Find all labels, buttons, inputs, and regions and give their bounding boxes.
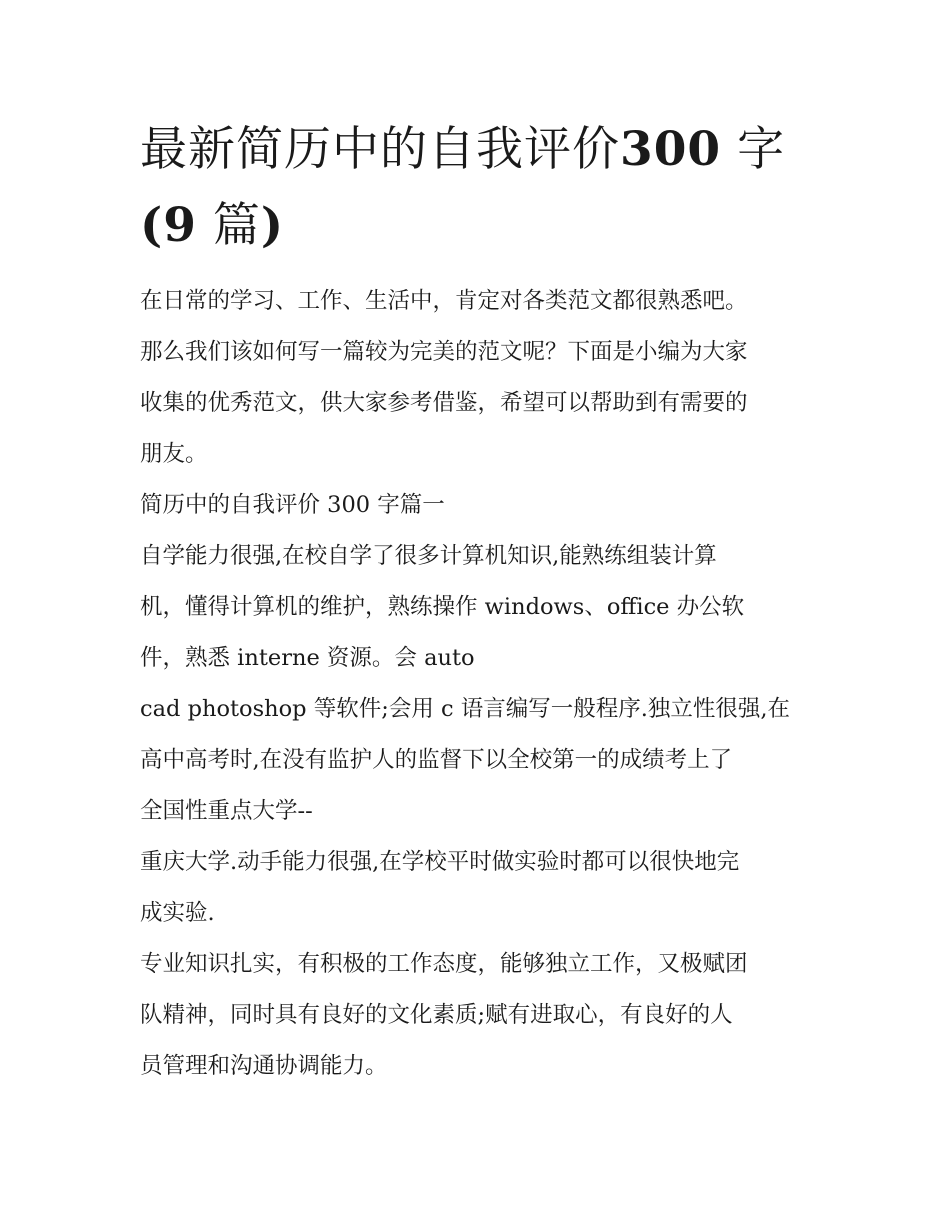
- text-line: 重庆大学.动手能力很强,在学校平时做实验时都可以很快地完: [140, 849, 740, 875]
- title-number: 300: [620, 122, 722, 177]
- text-line: 机，懂得计算机的维护，熟练操作 windows、office 办公软: [140, 594, 745, 620]
- paragraph-1: [140, 531, 830, 684]
- text-line: 员管理和沟通协调能力。: [140, 1053, 388, 1079]
- document-title: [140, 112, 830, 264]
- paragraph-3: [140, 837, 830, 939]
- text-line: 队精神，同时具有良好的文化素质;赋有进取心，有良好的人: [140, 1002, 733, 1028]
- text-line: 自学能力很强,在校自学了很多计算机知识,能熟练组装计算: [140, 543, 717, 569]
- text-line: 朋友。: [140, 441, 208, 467]
- intro-paragraph: [140, 276, 830, 480]
- section-heading: [140, 480, 830, 531]
- title-count-close: ): [260, 198, 285, 253]
- paragraph-4: [140, 939, 830, 1092]
- title-unit: 字: [737, 122, 786, 177]
- text-line: 全国性重点大学--: [140, 798, 313, 824]
- paragraph-2: [140, 684, 830, 837]
- section-heading-text: 简历中的自我评价 300 字篇一: [140, 492, 445, 518]
- text-line: 在日常的学习、工作、生活中，肯定对各类范文都很熟悉吧。: [140, 288, 748, 314]
- title-line-2: [140, 188, 830, 264]
- title-line-1: [140, 112, 830, 188]
- title-count-word: 篇: [212, 198, 261, 253]
- text-line: 件，熟悉 interne 资源。会 auto: [140, 645, 475, 671]
- text-line: 高中高考时,在没有监护人的监督下以全校第一的成绩考上了: [140, 747, 733, 773]
- document-page: [140, 112, 830, 1092]
- text-line: cad photoshop 等软件;会用 c 语言编写一般程序.独立性很强,在: [140, 696, 791, 722]
- text-line: 收集的优秀范文，供大家参考借鉴，希望可以帮助到有需要的: [140, 390, 748, 416]
- text-line: 专业知识扎实，有积极的工作态度，能够独立工作，又极赋团: [140, 951, 748, 977]
- text-line: 成实验.: [140, 900, 215, 926]
- title-count-open: (9: [140, 198, 197, 253]
- text-line: 那么我们该如何写一篇较为完美的范文呢？下面是小编为大家: [140, 339, 748, 365]
- title-text: 最新简历中的自我评价: [140, 122, 620, 177]
